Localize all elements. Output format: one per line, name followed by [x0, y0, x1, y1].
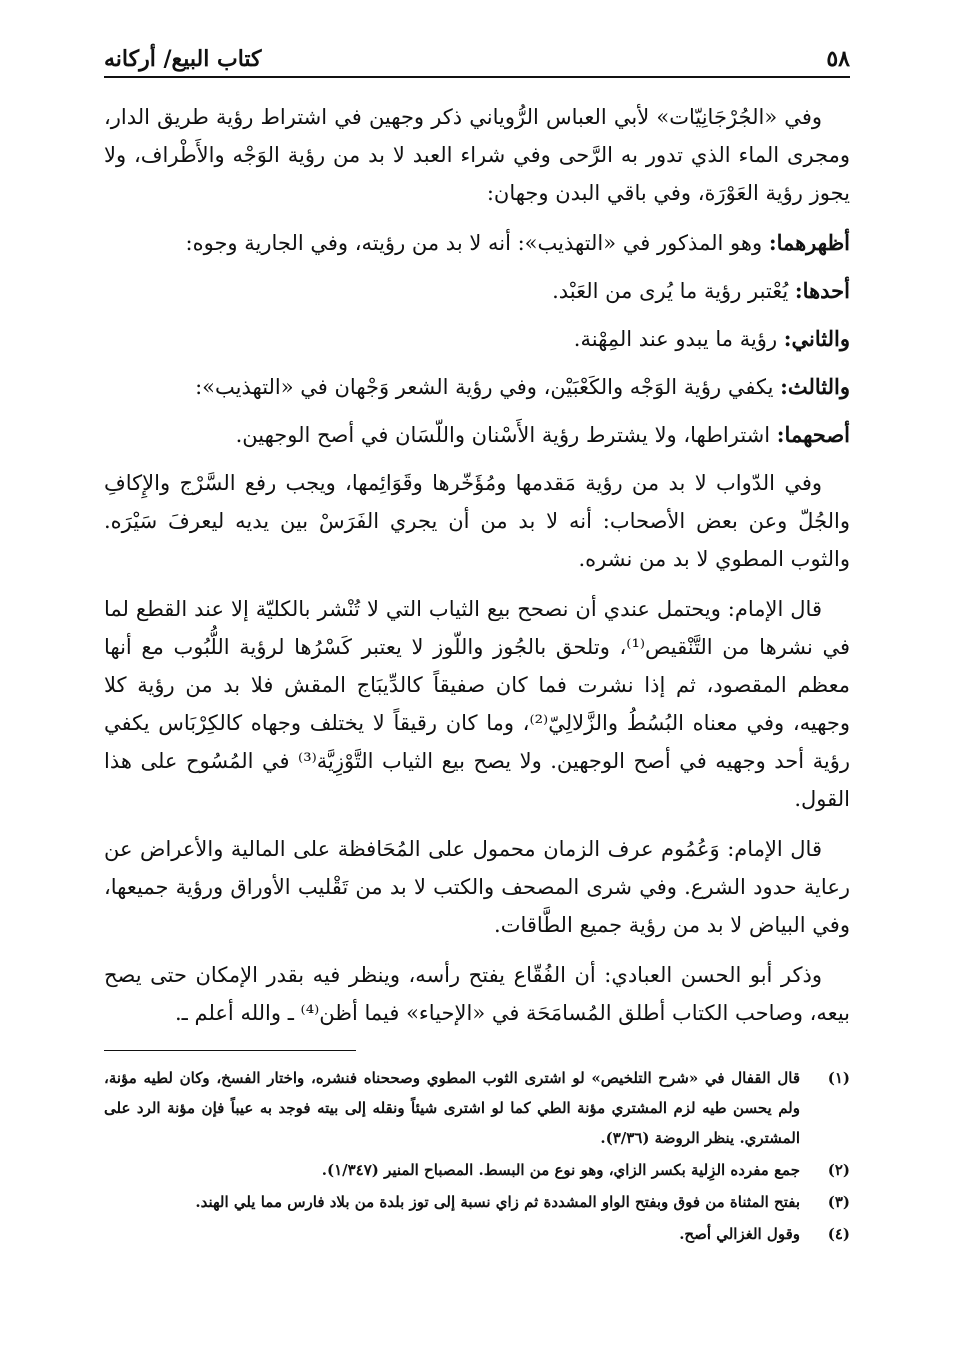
footnote-text: جمع مفرده الزِلية بكسر الزاي، وهو نوع من البسط. المصباح المنير (١/٣٤٧).	[321, 1161, 800, 1179]
item-text: يكفي رؤية الوَجْه والكَعْبَيْن، وفي رؤية الشعر وَجْهان في «التهذيب»:	[195, 375, 781, 399]
footnote-number: (١)	[827, 1069, 850, 1087]
header-rule	[104, 76, 850, 78]
list-item	[104, 368, 850, 406]
item-text: رؤية ما يبدو عند المِهْنة.	[573, 327, 784, 351]
footnote	[104, 1187, 850, 1217]
main-text	[104, 98, 850, 1032]
paragraph-2: وفي الدّواب لا بد من رؤية مَقدمها ومُؤَخّرها وقَوَائِمها، ويجب رفع السَّرْج والإِكافِ والجُلّ وعن بعض الأصحاب: أنه لا بد من أن يجري الفَرَسْ بين يديه ليعرفَ سَيْرَه. والثوب المطوي لا بد من نشره.	[104, 471, 850, 571]
running-header	[104, 36, 850, 72]
footnote	[104, 1155, 850, 1185]
item-text: اشتراطها، ولا يشترط رؤية الأَسْنان واللّسَان في أصح الوجهين.	[235, 423, 777, 447]
footnote-number: (٤)	[827, 1225, 850, 1243]
item-text: وهو المذكور في «التهذيب»: أنه لا بد من رؤيته، وفي الجارية وجوه:	[185, 231, 769, 255]
item-lead: أحدها:	[794, 278, 850, 303]
paragraph-1: وفي «الجُرْجَانِيّات» لأبي العباس الرُّوياني ذكر وجهين في اشتراط رؤية طريق الدار، ومجرى الماء الذي تدور به الرَّحى وفي شراء العبد لا بد من رؤية الوَجْه والأَطْراف، ولا يجوز رؤية العَوْرَة، وفي باقي البدن وجهان:	[104, 105, 850, 205]
item-text: يُعْتبر رؤية ما يُرى من العَبْد.	[552, 279, 795, 303]
paragraph-5: وذكر أبو الحسن العبادي: أن الفُقّاع يفتح رأسه، وينظر فيه بقدر الإمكان حتى يصح بيعه، وصاحب الكتاب أطلق المُسامَحَة في «الإحياء» فيما أظن⁽⁴⁾ ـ والله أعلم ـ.	[104, 963, 850, 1025]
item-lead: أظهرهما:	[768, 230, 850, 255]
footnote-number: (٢)	[827, 1161, 850, 1179]
book-page	[104, 36, 850, 1346]
list-item	[104, 224, 850, 262]
footnote-text: بفتح المثناة من فوق وبفتح الواو المشددة ثم زاي نسبة إلى توز بلدة من بلاد فارس مما يلي الهند.	[195, 1193, 800, 1211]
item-lead: أصحهما:	[776, 422, 850, 447]
footnote	[104, 1219, 850, 1249]
section-title: كتاب البيع/ أركانه	[104, 46, 262, 72]
item-lead: والثاني:	[783, 326, 850, 351]
footnotes	[104, 1063, 850, 1249]
paragraph-3: قال الإمام: ويحتمل عندي أن نصحح بيع الثياب التي لا تُنْشر بالكليّة إلا عند القطع لما في نشرها من التَّنْقيص⁽¹⁾، وتلحق بالجُوز واللّوز لا يعتبر كَسْرُها لرؤية اللُّبُوب مع أنها معظم المقصود، ثم إذا نشرت فما كان صفيقاً كالدِّيبَاج المقش فلا بد من رؤية كلا وجهيه، وفي معناه البُسُطُ والزَّلالِيّ⁽²⁾، وما كان رقيقاً لا يختلف وجهاه كالكِرْبَاس يكفي رؤية أحد وجهيه في أصح الوجهين. ولا يصح بيع الثياب التَّوْزِيَّة⁽³⁾ في المُسُوح على هذا القول.	[104, 597, 850, 811]
list-item	[104, 416, 850, 454]
paragraph-4: قال الإمام: وَعُمُوم عرف الزمان محمول على المُحَافظة على المالية والأعراض عن رعاية حدود الشرع. وفي شرى المصحف والكتب لا بد من تَقْليب الأوراق ورؤية جميعها، وفي البياض لا بد من رؤية جميع الطَّاقات.	[104, 837, 850, 937]
footnote	[104, 1063, 850, 1153]
footnote-number: (٣)	[827, 1193, 850, 1211]
page-number: ٥٨	[826, 46, 850, 72]
footnote-text: وقول الغزالي أصح.	[679, 1225, 800, 1243]
list-item	[104, 272, 850, 310]
list-item	[104, 320, 850, 358]
item-lead: والثالث:	[780, 374, 850, 399]
footnote-rule	[104, 1050, 356, 1051]
footnote-text: قال القفال في «شرح التلخيص» لو اشترى الثوب المطوي وصححناه فنشره، واختار الفسخ، وكان لطيه مؤنة، ولم يحسن طيه لزم المشتري مؤنة الطي كما لو اشترى شيئاً ونقله إلى بيته فوجد به عيباً فإن مؤنة الرد على المشتري. ينظر الروضة (٣/٣٦).	[104, 1069, 800, 1147]
